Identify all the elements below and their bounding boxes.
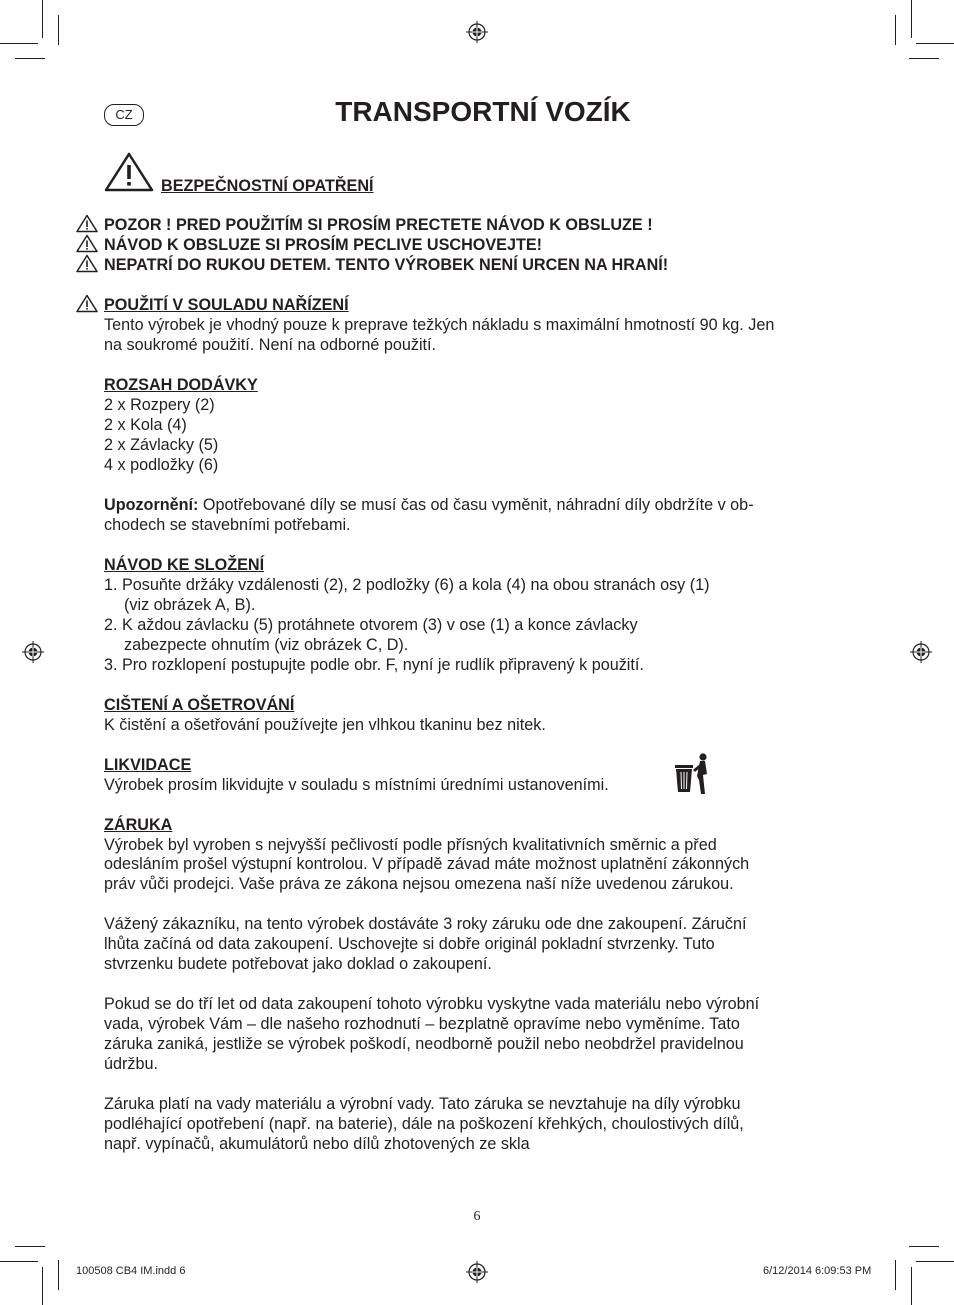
assembly-step: 2. K aždou závlacku (5) protáhnete otvorem (3) v ose (1) a konce závlacky	[104, 616, 638, 634]
page-number: 6	[473, 1209, 481, 1224]
warranty-text: Pokud se do tří let od data zakoupení tohoto výrobku vyskytne vada materiálu nebo výrobní	[104, 995, 760, 1013]
warning-line: POZOR ! PRED POUŽITÍM SI PROSÍM PRECTETE NÁVOD K OBSLUZE !	[104, 216, 653, 234]
warning-triangle-icon	[76, 294, 98, 313]
warranty-text: práv vůči prodejci. Vaše práva ze zákona nejsou omezena naší níže uvedenou zárukou.	[104, 875, 734, 893]
warning-triangle-icon	[76, 214, 98, 233]
usage-text: na soukromé použití. Není na odborné použití.	[104, 336, 437, 354]
safety-heading: BEZPEČNOSTNÍ OPATŘENÍ	[161, 177, 374, 195]
scope-heading: ROZSAH DODÁVKY	[104, 376, 258, 394]
warranty-text: stvrzenku budete potřebovat jako doklad o zakoupení.	[104, 955, 492, 973]
warning-triangle-icon	[76, 234, 98, 253]
warranty-text: Výrobek byl vyroben s nejvyšší pečlivostí podle přísných kvalitativních směrnic a před	[104, 836, 717, 854]
registration-mark-icon	[910, 641, 932, 663]
warning-line: NÁVOD K OBSLUZE SI PROSÍM PECLIVE USCHOVEJTE!	[104, 236, 543, 254]
assembly-step: 3. Pro rozklopení postupujte podle obr. F, nyní je rudlík připravený k použití.	[104, 656, 644, 674]
assembly-heading: NÁVOD KE SLOŽENÍ	[104, 556, 265, 574]
warranty-text: odesláním prošel výstupní kontrolou. V případě závad máte možnost uplatnění zákonných	[104, 855, 750, 873]
registration-mark-icon	[466, 1261, 488, 1283]
disposal-text: Výrobek prosím likvidujte v souladu s místními úredními ustanoveními.	[104, 776, 609, 794]
assembly-step-continued: (viz obrázek A, B).	[124, 596, 256, 614]
cleaning-text: K čistění a ošetřování používejte jen vlhkou tkaninu bez nitek.	[104, 716, 546, 734]
cleaning-heading: CIŠTENÍ A OŠETROVÁNÍ	[104, 696, 295, 714]
scope-item: 2 x Rozpery (2)	[104, 396, 215, 414]
notice-label: Upozornění:	[104, 496, 199, 514]
usage-text: Tento výrobek je vhodný pouze k preprave težkých nákladu s maximální hmotností 90 kg. Jen	[104, 316, 775, 334]
warranty-text: Záruka platí na vady materiálu a výrobní vady. Tato záruka se nevztahuje na díly výrobku	[104, 1095, 741, 1113]
assembly-step: 1. Posuňte držáky vzdálenosti (2), 2 podložky (6) a kola (4) na obou stranách osy (1)	[104, 576, 710, 594]
registration-mark-icon	[466, 21, 488, 43]
language-badge: CZ	[104, 104, 144, 126]
warning-triangle-icon	[104, 152, 154, 192]
registration-mark-icon	[22, 641, 44, 663]
scope-item: 2 x Závlacky (5)	[104, 436, 219, 454]
assembly-step-continued: zabezpecte ohnutím (viz obrázek C, D).	[124, 636, 409, 654]
warranty-text: Vážený zákazníku, na tento výrobek dostáváte 3 roky záruku ode dne zakoupení. Záruční	[104, 915, 747, 933]
scope-item: 4 x podložky (6)	[104, 456, 219, 474]
notice-text	[104, 495, 754, 515]
warranty-text: lhůta začíná od data zakoupení. Uschovejte si dobře originál pokladní stvrzenky. Tuto	[104, 935, 715, 953]
warranty-text: podléhající opotřebení (např. na baterie), dále na poškození křehkých, choulostivých dílů,	[104, 1115, 744, 1133]
warning-line: NEPATRÍ DO RUKOU DETEM. TENTO VÝROBEK NENÍ URCEN NA HRANÍ!	[104, 256, 669, 274]
warranty-heading: ZÁRUKA	[104, 816, 173, 834]
warranty-text: vada, výrobek Vám – dle našeho rozhodnutí – bezplatně opravíme nebo vyměníme. Tato	[104, 1015, 740, 1033]
scope-item: 2 x Kola (4)	[104, 416, 187, 434]
usage-heading: POUŽITÍ V SOULADU NAŘÍZENÍ	[104, 296, 349, 314]
warranty-text: záruka zaniká, jestliže se výrobek poškodí, neodborně použil nebo neobdržel pravidelnou	[104, 1035, 744, 1053]
recycle-bin-person-icon	[673, 752, 709, 796]
disposal-heading: LIKVIDACE	[104, 756, 192, 774]
footer-timestamp: 6/12/2014 6:09:53 PM	[763, 1265, 872, 1277]
notice-line: Opotřebované díly se musí čas od času vyměnit, náhradní díly obdržíte v ob-	[198, 496, 754, 514]
page-title: TRANSPORTNÍ VOZÍK	[335, 96, 631, 127]
notice-line: chodech se stavebními potřebami.	[104, 516, 351, 534]
footer-filename: 100508 CB4 IM.indd 6	[76, 1265, 186, 1277]
warning-triangle-icon	[76, 254, 98, 273]
warranty-text: např. vypínačů, akumulátorů nebo dílů zhotovených ze skla	[104, 1135, 530, 1153]
warranty-text: údržbu.	[104, 1055, 158, 1073]
